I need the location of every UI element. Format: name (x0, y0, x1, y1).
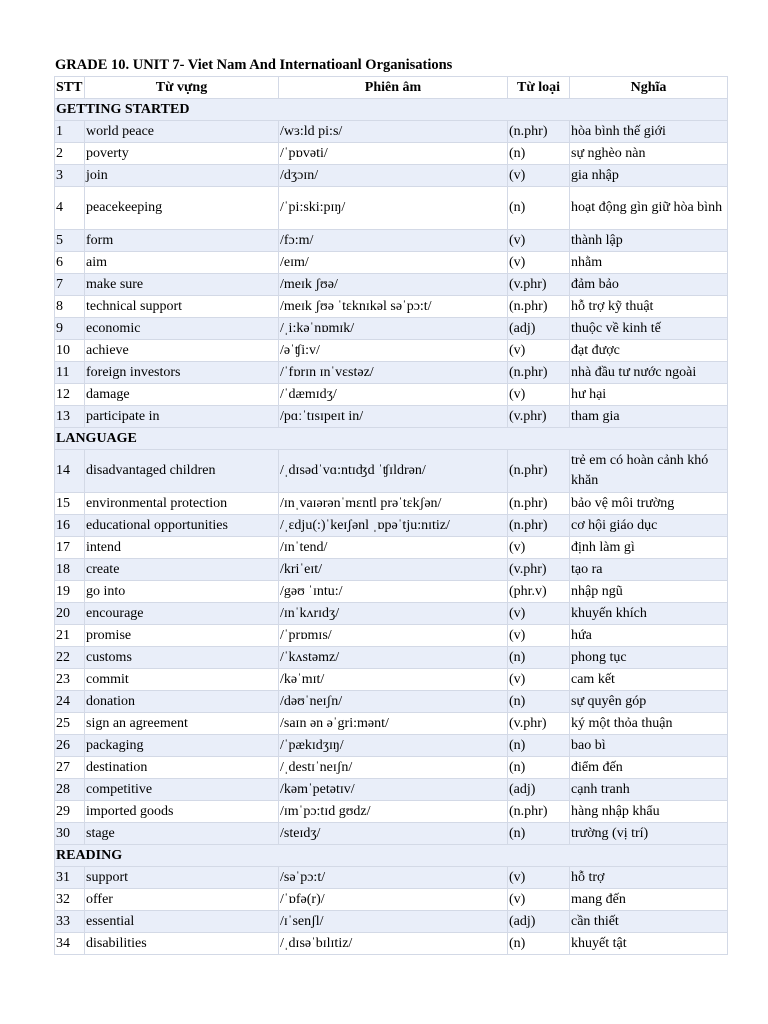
table-row (55, 647, 728, 669)
row-phonetic: /meɪk ʃʊə ˈtɛknɪkəl səˈpɔ:t/ (279, 296, 508, 318)
section-header-row (55, 428, 728, 450)
row-phonetic: /gəʊ ˈɪntu:/ (279, 581, 508, 603)
row-word: achieve (85, 340, 279, 362)
row-word-type: (v) (508, 867, 570, 889)
row-word-type: (v) (508, 625, 570, 647)
row-word-type: (v) (508, 340, 570, 362)
table-row (55, 889, 728, 911)
row-meaning: sự nghèo nàn (570, 143, 728, 165)
row-word-type: (v) (508, 165, 570, 187)
row-number: 7 (55, 274, 85, 296)
row-word-type: (n) (508, 823, 570, 845)
section-title: READING (55, 845, 728, 867)
row-meaning: nhập ngũ (570, 581, 728, 603)
row-phonetic: /eɪm/ (279, 252, 508, 274)
row-meaning: tham gia (570, 406, 728, 428)
row-word: packaging (85, 735, 279, 757)
row-phonetic: /ˌdestɪˈneɪʃn/ (279, 757, 508, 779)
row-word: form (85, 230, 279, 252)
table-row (55, 867, 728, 889)
row-word-type: (v) (508, 537, 570, 559)
row-word: support (85, 867, 279, 889)
row-number: 15 (55, 493, 85, 515)
table-row (55, 230, 728, 252)
row-word-type: (v.phr) (508, 274, 570, 296)
row-number: 32 (55, 889, 85, 911)
row-meaning: gia nhập (570, 165, 728, 187)
row-phonetic: /meɪk ʃʊə/ (279, 274, 508, 296)
row-phonetic: /ˈdæmɪdʒ/ (279, 384, 508, 406)
row-phonetic: /dʒɔɪn/ (279, 165, 508, 187)
row-word-type: (n.phr) (508, 450, 570, 493)
row-meaning: định làm gì (570, 537, 728, 559)
row-number: 26 (55, 735, 85, 757)
row-word: offer (85, 889, 279, 911)
header-word: Từ vựng (85, 77, 279, 99)
row-meaning: sự quyên góp (570, 691, 728, 713)
row-meaning: hòa bình thế giới (570, 121, 728, 143)
row-word: poverty (85, 143, 279, 165)
table-row (55, 757, 728, 779)
row-word: technical support (85, 296, 279, 318)
row-meaning: nhằm (570, 252, 728, 274)
table-row (55, 669, 728, 691)
row-phonetic: /ˌdɪsədˈvɑ:ntɪʤd ˈʧɪldrən/ (279, 450, 508, 493)
row-word-type: (adj) (508, 911, 570, 933)
row-meaning: bảo vệ môi trường (570, 493, 728, 515)
row-number: 19 (55, 581, 85, 603)
table-row (55, 493, 728, 515)
row-phonetic: /fɔ:m/ (279, 230, 508, 252)
row-word: donation (85, 691, 279, 713)
row-meaning: khuyến khích (570, 603, 728, 625)
table-row (55, 515, 728, 537)
row-word: encourage (85, 603, 279, 625)
row-number: 13 (55, 406, 85, 428)
row-word-type: (v) (508, 669, 570, 691)
row-word-type: (v) (508, 252, 570, 274)
row-word-type: (n) (508, 757, 570, 779)
row-number: 14 (55, 450, 85, 493)
row-word-type: (v) (508, 384, 570, 406)
row-meaning: nhà đầu tư nước ngoài (570, 362, 728, 384)
row-number: 29 (55, 801, 85, 823)
row-meaning: đảm bảo (570, 274, 728, 296)
row-phonetic: /ˈpɒvəti/ (279, 143, 508, 165)
table-row (55, 581, 728, 603)
row-meaning: trẻ em có hoàn cảnh khó khăn (570, 450, 728, 493)
row-number: 11 (55, 362, 85, 384)
vocabulary-body (55, 99, 728, 955)
row-number: 20 (55, 603, 85, 625)
row-number: 28 (55, 779, 85, 801)
row-number: 21 (55, 625, 85, 647)
row-meaning: khuyết tật (570, 933, 728, 955)
section-title: GETTING STARTED (55, 99, 728, 121)
table-row (55, 911, 728, 933)
table-row (55, 603, 728, 625)
table-row (55, 318, 728, 340)
row-word-type: (phr.v) (508, 581, 570, 603)
table-header-row (55, 77, 728, 99)
row-phonetic: /ˈpækɪdʒɪŋ/ (279, 735, 508, 757)
row-phonetic: /kəˈmɪt/ (279, 669, 508, 691)
row-phonetic: /ɪnˌvaɪərənˈmɛntl prəˈtɛkʃən/ (279, 493, 508, 515)
row-number: 3 (55, 165, 85, 187)
row-meaning: hàng nhập khẩu (570, 801, 728, 823)
row-word-type: (n.phr) (508, 121, 570, 143)
row-word-type: (n.phr) (508, 515, 570, 537)
row-word: economic (85, 318, 279, 340)
header-phonetic: Phiên âm (279, 77, 508, 99)
row-phonetic: /səˈpɔ:t/ (279, 867, 508, 889)
row-word-type: (n) (508, 187, 570, 230)
row-phonetic: /ˈɒfə(r)/ (279, 889, 508, 911)
row-meaning: hỗ trợ (570, 867, 728, 889)
row-phonetic: /kəmˈpetətɪv/ (279, 779, 508, 801)
row-word: destination (85, 757, 279, 779)
row-meaning: hư hại (570, 384, 728, 406)
row-number: 2 (55, 143, 85, 165)
row-word: disabilities (85, 933, 279, 955)
table-row (55, 165, 728, 187)
header-meaning: Nghĩa (570, 77, 728, 99)
row-word: intend (85, 537, 279, 559)
row-phonetic: /ˌɛdju(:)ˈkeɪʃənl ˌɒpəˈtju:nɪtiz/ (279, 515, 508, 537)
row-number: 1 (55, 121, 85, 143)
row-meaning: mang đến (570, 889, 728, 911)
table-row (55, 450, 728, 493)
row-meaning: hứa (570, 625, 728, 647)
table-row (55, 713, 728, 735)
row-phonetic: /ˈprɒmɪs/ (279, 625, 508, 647)
row-word-type: (v.phr) (508, 559, 570, 581)
row-word: competitive (85, 779, 279, 801)
table-row (55, 406, 728, 428)
row-word: world peace (85, 121, 279, 143)
row-number: 22 (55, 647, 85, 669)
row-word-type: (adj) (508, 318, 570, 340)
section-header-row (55, 845, 728, 867)
row-phonetic: /ɪnˈtend/ (279, 537, 508, 559)
row-phonetic: /saɪn ən əˈgri:mənt/ (279, 713, 508, 735)
section-header-row (55, 99, 728, 121)
row-meaning: cam kết (570, 669, 728, 691)
row-word: participate in (85, 406, 279, 428)
row-phonetic: /steɪdʒ/ (279, 823, 508, 845)
row-word: sign an agreement (85, 713, 279, 735)
row-number: 27 (55, 757, 85, 779)
table-row (55, 362, 728, 384)
row-word: essential (85, 911, 279, 933)
row-meaning: thành lập (570, 230, 728, 252)
row-word: commit (85, 669, 279, 691)
row-phonetic: /ˌi:kəˈnɒmɪk/ (279, 318, 508, 340)
row-phonetic: /əˈʧi:v/ (279, 340, 508, 362)
row-phonetic: /kriˈeɪt/ (279, 559, 508, 581)
row-word: damage (85, 384, 279, 406)
row-number: 34 (55, 933, 85, 955)
header-word-type: Từ loại (508, 77, 570, 99)
row-number: 6 (55, 252, 85, 274)
table-row (55, 625, 728, 647)
row-word-type: (n.phr) (508, 801, 570, 823)
row-word-type: (n.phr) (508, 296, 570, 318)
table-row (55, 143, 728, 165)
row-phonetic: /ˈfɒrɪn ɪnˈvɛstəz/ (279, 362, 508, 384)
row-word: foreign investors (85, 362, 279, 384)
table-row (55, 933, 728, 955)
row-number: 25 (55, 713, 85, 735)
row-word: promise (85, 625, 279, 647)
row-number: 31 (55, 867, 85, 889)
row-word-type: (n) (508, 143, 570, 165)
table-row (55, 274, 728, 296)
row-word-type: (v) (508, 889, 570, 911)
row-word: imported goods (85, 801, 279, 823)
row-word-type: (n.phr) (508, 362, 570, 384)
table-row (55, 735, 728, 757)
header-stt: STT (55, 77, 85, 99)
table-row (55, 537, 728, 559)
row-meaning: cần thiết (570, 911, 728, 933)
row-meaning: thuộc về kinh tế (570, 318, 728, 340)
row-meaning: hỗ trợ kỹ thuật (570, 296, 728, 318)
row-word: stage (85, 823, 279, 845)
row-word: make sure (85, 274, 279, 296)
row-phonetic: /ɪnˈkʌrɪdʒ/ (279, 603, 508, 625)
row-number: 9 (55, 318, 85, 340)
table-row (55, 823, 728, 845)
table-row (55, 296, 728, 318)
row-meaning: cơ hội giáo dục (570, 515, 728, 537)
table-row (55, 121, 728, 143)
row-word-type: (v) (508, 603, 570, 625)
row-word-type: (n.phr) (508, 493, 570, 515)
row-word-type: (adj) (508, 779, 570, 801)
row-word: disadvantaged children (85, 450, 279, 493)
row-phonetic: /ɪmˈpɔ:tɪd gʊdz/ (279, 801, 508, 823)
row-number: 16 (55, 515, 85, 537)
row-number: 10 (55, 340, 85, 362)
row-number: 12 (55, 384, 85, 406)
row-meaning: điểm đến (570, 757, 728, 779)
table-row (55, 779, 728, 801)
row-word-type: (n) (508, 647, 570, 669)
row-number: 17 (55, 537, 85, 559)
row-word-type: (v) (508, 230, 570, 252)
row-word: join (85, 165, 279, 187)
row-meaning: tạo ra (570, 559, 728, 581)
table-row (55, 801, 728, 823)
row-meaning: đạt được (570, 340, 728, 362)
document-title: GRADE 10. UNIT 7- Viet Nam And Internatioanl Organisations (55, 57, 453, 73)
row-word: peacekeeping (85, 187, 279, 230)
row-meaning: hoạt động gìn giữ hòa bình (570, 187, 728, 230)
row-number: 24 (55, 691, 85, 713)
row-phonetic: /pɑːˈtɪsɪpeɪt in/ (279, 406, 508, 428)
row-number: 30 (55, 823, 85, 845)
row-word: create (85, 559, 279, 581)
table-row (55, 252, 728, 274)
row-word: go into (85, 581, 279, 603)
row-word-type: (v.phr) (508, 713, 570, 735)
row-word-type: (n) (508, 735, 570, 757)
row-meaning: cạnh tranh (570, 779, 728, 801)
row-word-type: (n) (508, 933, 570, 955)
row-phonetic: /ɪˈsenʃl/ (279, 911, 508, 933)
row-word-type: (v.phr) (508, 406, 570, 428)
table-row (55, 691, 728, 713)
section-title: LANGUAGE (55, 428, 728, 450)
row-meaning: trường (vị trí) (570, 823, 728, 845)
table-row (55, 384, 728, 406)
row-phonetic: /ˌdɪsəˈbɪlɪtiz/ (279, 933, 508, 955)
row-phonetic: /wɜ:ld pi:s/ (279, 121, 508, 143)
row-number: 8 (55, 296, 85, 318)
table-row (55, 187, 728, 230)
row-number: 5 (55, 230, 85, 252)
row-phonetic: /ˈpi:ski:pɪŋ/ (279, 187, 508, 230)
row-meaning: ký một thỏa thuận (570, 713, 728, 735)
row-word: customs (85, 647, 279, 669)
row-phonetic: /dəʊˈneɪʃn/ (279, 691, 508, 713)
row-phonetic: /ˈkʌstəmz/ (279, 647, 508, 669)
row-number: 18 (55, 559, 85, 581)
row-number: 23 (55, 669, 85, 691)
table-row (55, 559, 728, 581)
row-meaning: phong tục (570, 647, 728, 669)
row-number: 33 (55, 911, 85, 933)
row-word-type: (n) (508, 691, 570, 713)
vocabulary-table (54, 76, 728, 955)
row-word: aim (85, 252, 279, 274)
row-number: 4 (55, 187, 85, 230)
row-meaning: bao bì (570, 735, 728, 757)
row-word: educational opportunities (85, 515, 279, 537)
table-row (55, 340, 728, 362)
row-word: environmental protection (85, 493, 279, 515)
